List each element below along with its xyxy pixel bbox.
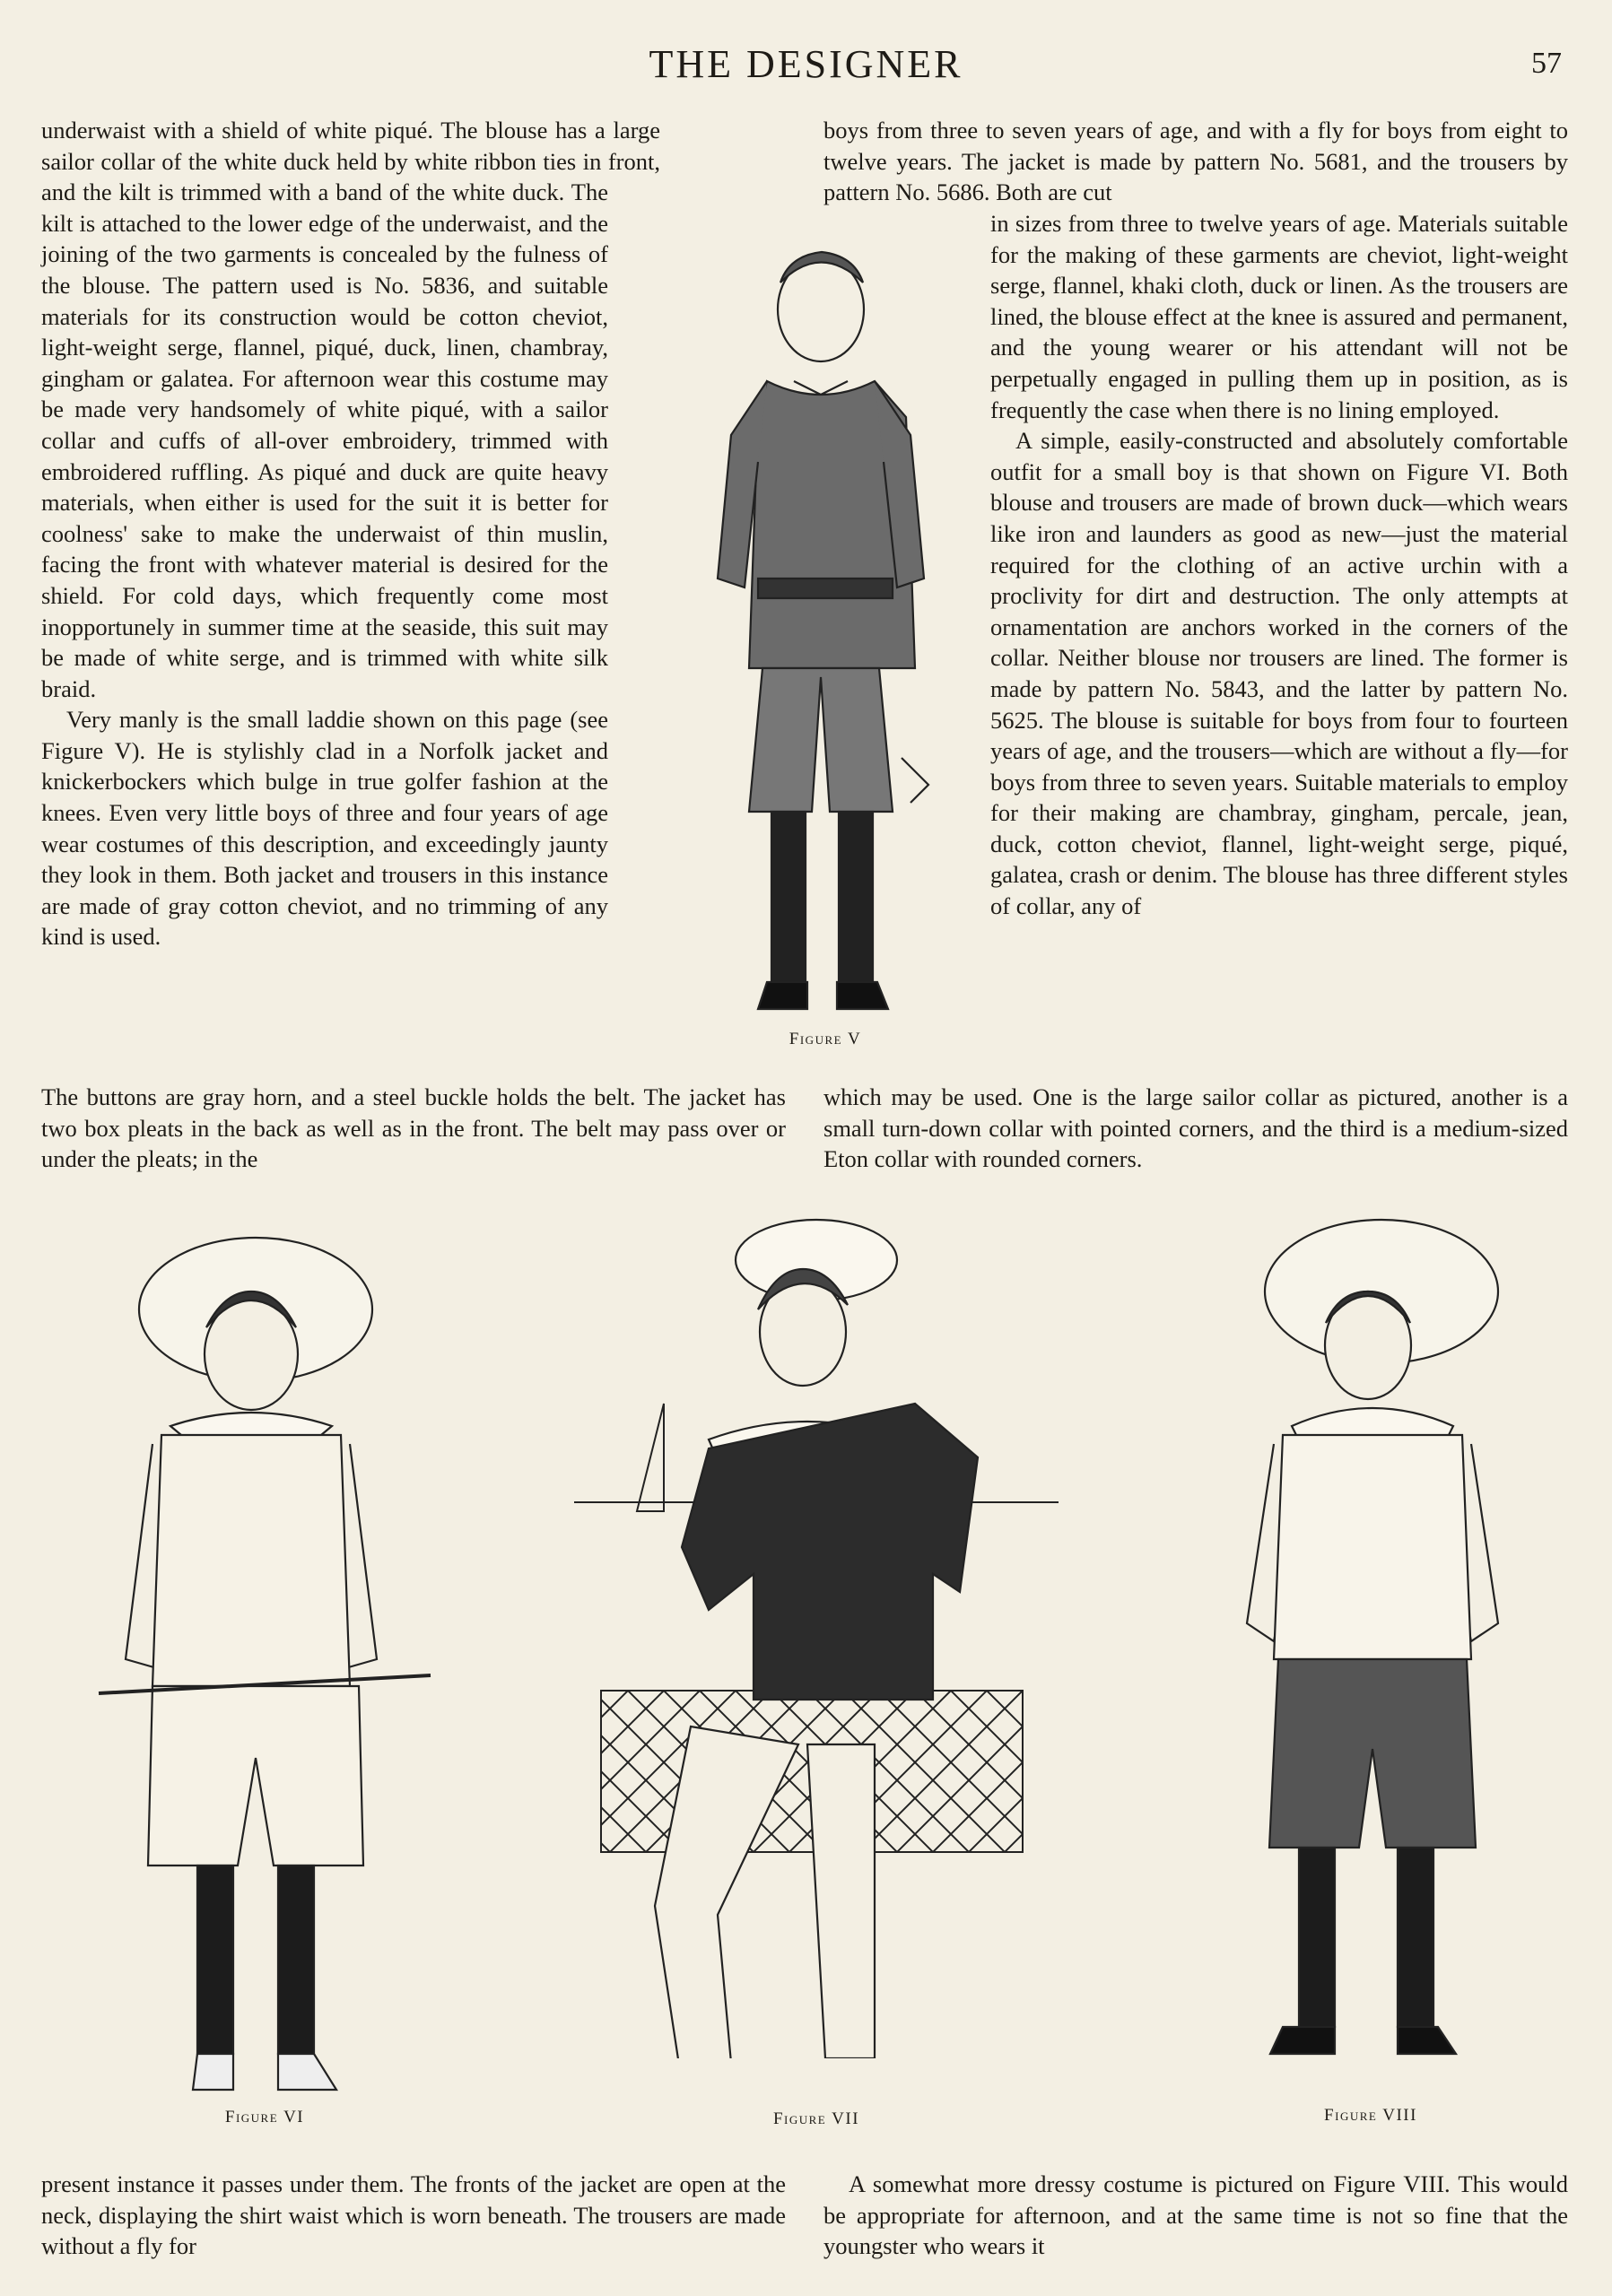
- figure-vii-illustration: [574, 1206, 1059, 2058]
- left-paragraph-2-continued: The buttons are gray horn, and a steel buckle holds the belt. The jacket has two box pleats in the back as well as in the front. The belt may pass over or under the pleats; in the: [41, 1083, 786, 1173]
- right-paragraph-2: A simple, easily-constructed and absolutely comfortable outfit for a small boy is that shown on Figure VI. Both blouse and trousers are made of brown duck—which wears like iron and launders as good as new—just the material required for the clothing of an active urchin with a proclivity for dirt and destruction. The only attempts at ornamentation are anchors worked in the corners of the collar. Neither blouse nor trousers are lined. The former is made by pattern No. 5843, and the latter by pattern No. 5625. The blouse is suitable for boys from four to fourteen years of age, and the trousers—which are without a fly—for boys from three to seven years. Suitable materials to employ for their making are chambray, gingham, percale, jean, duck, cotton cheviot, flannel, light-weight serge, piqué, galatea, crash or denim. The blouse has three different styles of collar, any of: [990, 427, 1568, 920]
- page-number: 57: [1531, 47, 1562, 80]
- bottom-left-paragraph: present instance it passes under them. The fronts of the jacket are open at the neck, displaying the shirt waist which is worn beneath. The trousers are made without a fly for: [41, 2170, 786, 2260]
- figure-v-illustration: [659, 247, 964, 1036]
- bottom-right-paragraph: A somewhat more dressy costume is pictured on Figure VIII. This would be appropriate for afternoon, and at the same time is not so fine that the youngster who wears it: [823, 2170, 1568, 2260]
- right-paragraph-2-continued: which may be used. One is the large sailor collar as pictured, another is a small turn-down collar with pointed corners, and the third is a medium-sized Eton collar with rounded corners.: [823, 1083, 1568, 1173]
- figure-viii-caption: Figure VIII: [1324, 2106, 1417, 2125]
- figure-viii-illustration: [1193, 1211, 1552, 2072]
- running-head: THE DESIGNER: [649, 42, 963, 86]
- right-column: [990, 208, 1568, 1083]
- left-paragraph-2: Very manly is the small laddie shown on this page (see Figure V). He is stylishly clad in a Norfolk jacket and knickerbockers which bulge in true golfer fashion at the knees. Even very little boys of three and four years of age wear costumes of this description, and exceedingly jaunty they look in them. Both jacket and trousers in this instance are made of gray cotton cheviot, and no trimming of any kind is used.: [41, 706, 608, 951]
- right-paragraph-1: in sizes from three to twelve years of age. Materials suitable for the making of these garments are cheviot, light-weight serge, flannel, khaki cloth, duck or linen. As the trousers are lined, the blouse effect at the knee is assured and permanent, and the young wearer or his attendant will not be perpetually engaged in pulling them up in position, as is frequently the case when there is no lining employed.: [990, 210, 1568, 423]
- left-paragraph-1: underwaist with a shield of white piqué. The blouse has a large sailor collar of the white duck held by white ribbon ties in front, and the kilt is trimmed with a band of the white duck. The kilt is attached to the lower edge of the underwaist, and the joining of the two garments is concealed by the fulness of the blouse. The pattern used is No. 5836, and suitable materials for its construction would be cotton cheviot, light-weight serge, flannel, piqué, duck, linen, chambray, gingham or galatea. For afternoon wear this costume may be made very handsomely of white piqué, with a sailor collar and cuffs of all-over embroidery, trimmed with embroidered ruffling. As piqué and duck are quite heavy materials, when either is used for the suit it is better for coolness' sake to make the underwaist of thin muslin, facing the front with whatever material is desired for the shield. For cold days, which frequently come most inopportunely in summer time at the seaside, this suit may be made of white serge, and is trimmed with white silk braid.: [41, 117, 660, 702]
- right-paragraph-1-top: boys from three to seven years of age, and with a fly for boys from eight to twelve years. The jacket is made by pattern No. 5681, and the trousers by pattern No. 5686. Both are cut: [823, 117, 1568, 206]
- figure-vi-caption: Figure VI: [224, 2108, 305, 2126]
- figure-vi-illustration: [72, 1220, 449, 2108]
- figure-v-caption: Figure V: [789, 1030, 862, 1048]
- figure-vii-caption: Figure VII: [772, 2109, 860, 2128]
